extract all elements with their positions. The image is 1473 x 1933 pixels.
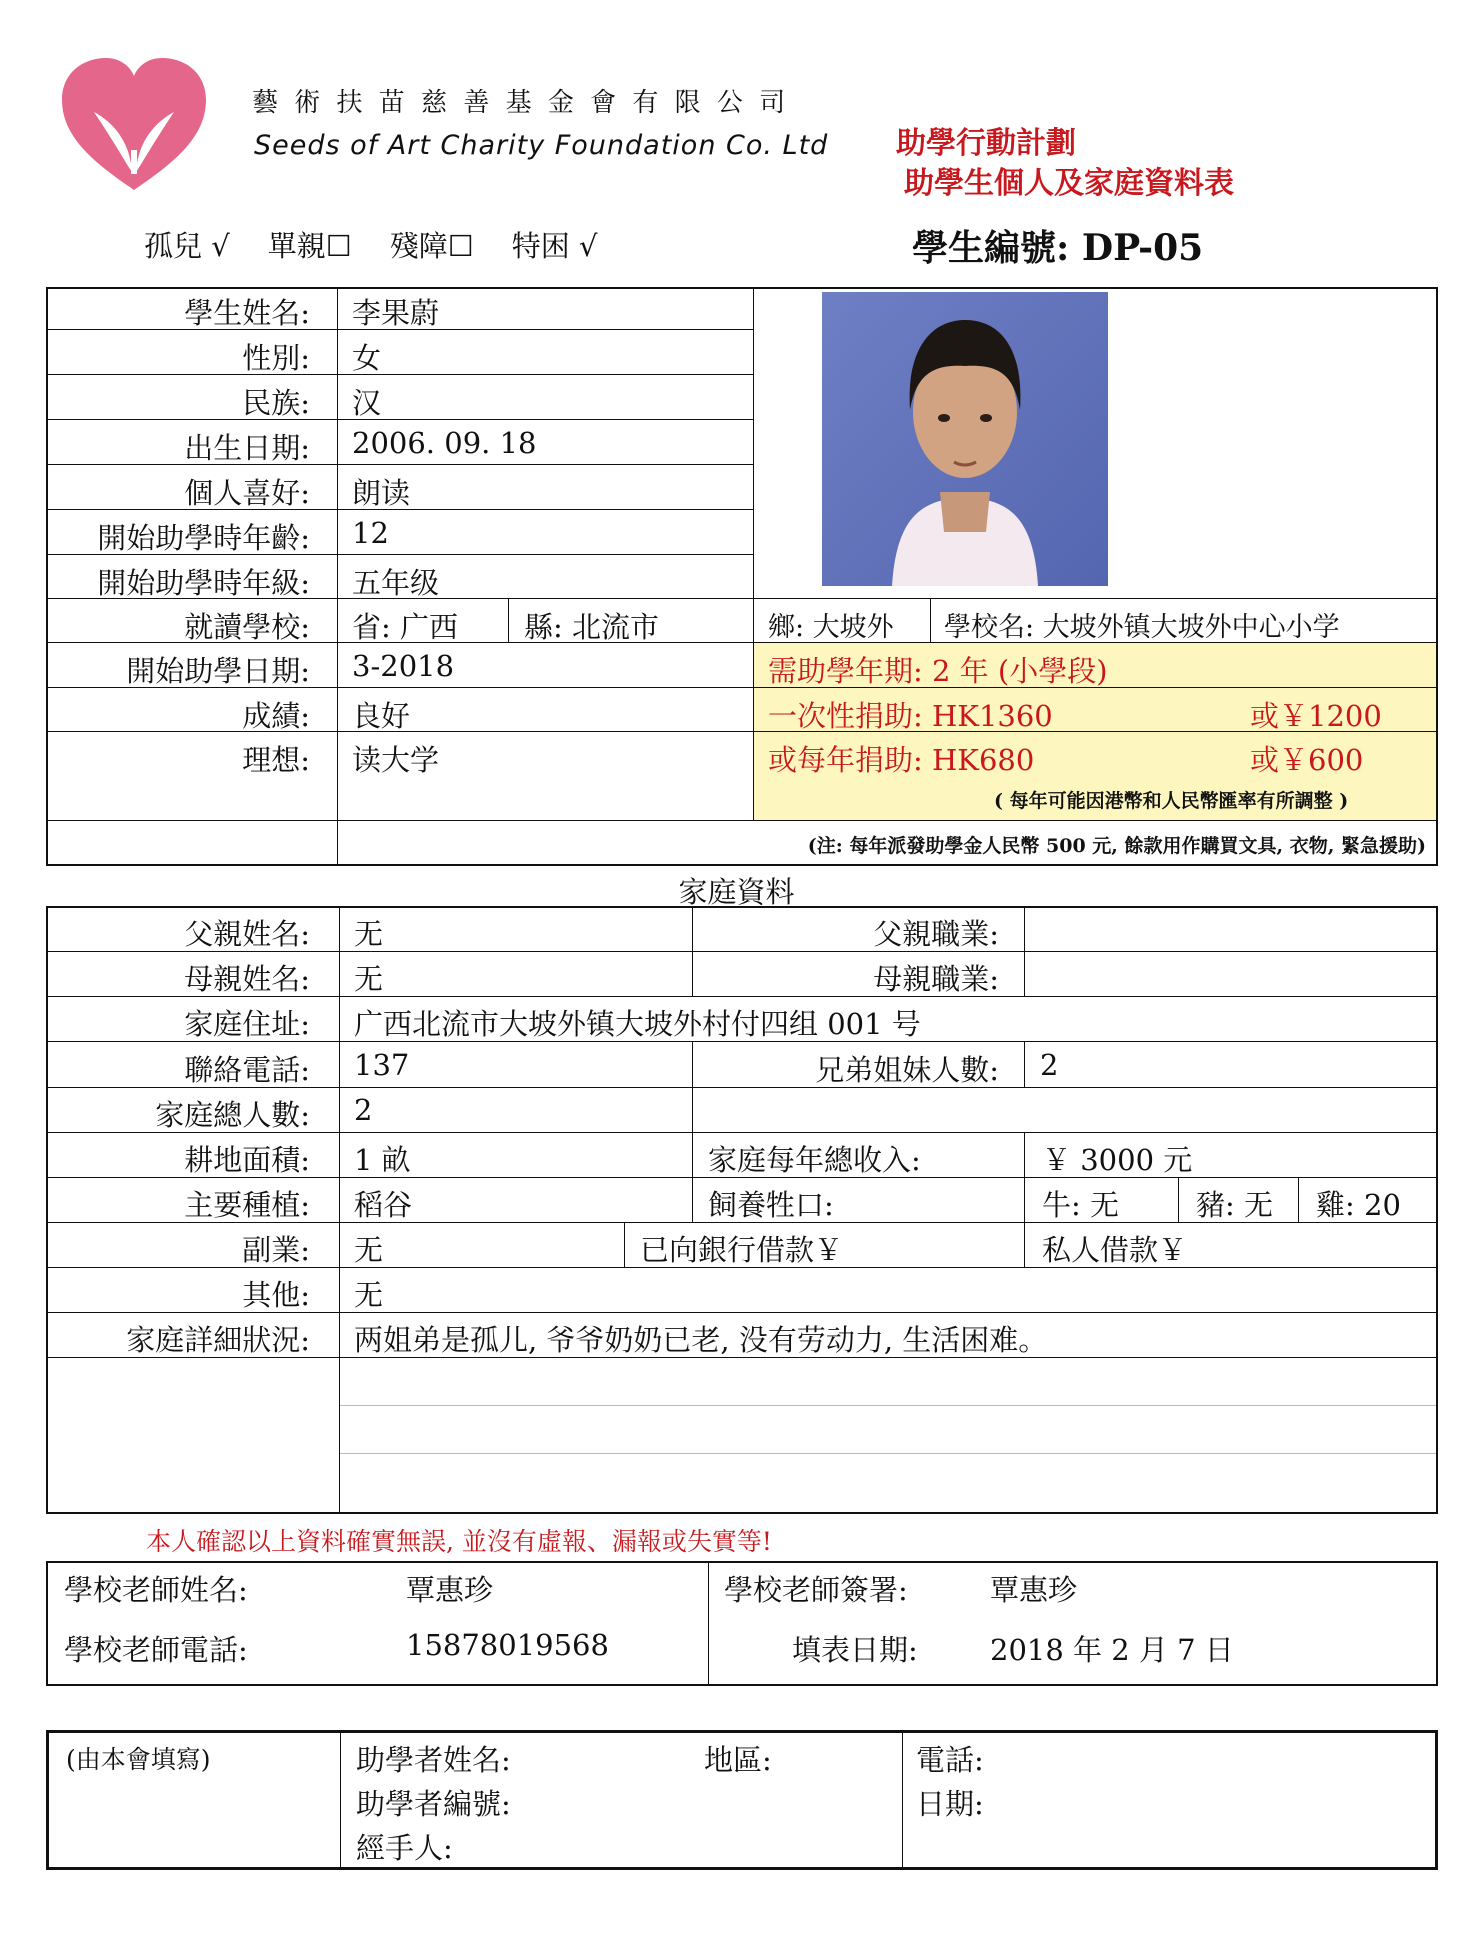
label-crops: 主要種植:: [184, 1188, 310, 1222]
county-value[interactable]: 縣: 北流市: [524, 610, 659, 644]
siblings-value[interactable]: 2: [1040, 1048, 1059, 1082]
ethnic-value[interactable]: 汉: [352, 386, 382, 420]
label-fill-date: 填表日期:: [792, 1633, 918, 1667]
ambition-value[interactable]: 读大学: [352, 743, 440, 777]
label-grades: 成績:: [242, 699, 310, 733]
start-age-value[interactable]: 12: [352, 516, 389, 550]
label-ambition: 理想:: [242, 743, 310, 777]
teacher-name-value[interactable]: 覃惠珍: [406, 1573, 494, 1607]
annual-donation-rmb: 或￥600: [1250, 743, 1364, 777]
label-family-details: 家庭詳細狀況:: [126, 1323, 310, 1357]
label-household: 家庭總人數:: [155, 1098, 310, 1132]
farmland-value[interactable]: 1 畝: [354, 1143, 411, 1177]
label-start-date: 開始助學日期:: [126, 654, 310, 688]
start-date-value[interactable]: 3-2018: [352, 649, 455, 683]
annual-donation: 或每年捐助: HK680: [768, 743, 1035, 777]
sideline-value[interactable]: 无: [354, 1233, 384, 1267]
category-orphan[interactable]: 孤兒 √: [144, 229, 230, 263]
office-filled-by: (由本會填寫): [66, 1745, 211, 1774]
family-details-value[interactable]: 两姐弟是孤儿, 爷爷奶奶已老, 没有劳动力, 生活困难。: [354, 1323, 1048, 1357]
label-school: 就讀學校:: [184, 610, 310, 644]
school-name-value[interactable]: 學校名: 大坡外镇大坡外中心小学: [944, 612, 1340, 643]
form-title-1: 助學行動計劃: [896, 126, 1076, 161]
start-grade-value[interactable]: 五年级: [352, 566, 440, 600]
teacher-sign-value[interactable]: 覃惠珍: [990, 1573, 1078, 1607]
phone-value[interactable]: 137: [354, 1048, 410, 1082]
label-teacher-sign: 學校老師簽署:: [724, 1573, 908, 1607]
label-teacher-phone: 學校老師電話:: [64, 1633, 248, 1667]
label-gender: 性別:: [242, 341, 310, 375]
crops-value[interactable]: 稻谷: [354, 1188, 413, 1222]
category-hardship[interactable]: 特困 √: [511, 229, 598, 263]
stipend-note: (注: 每年派發助學金人民幣 500 元, 餘款用作購買文具, 衣物, 緊急援助): [807, 835, 1426, 857]
label-dob: 出生日期:: [184, 431, 310, 465]
income-value[interactable]: ￥ 3000 元: [1042, 1143, 1193, 1177]
declaration: 本人確認以上資料確實無誤, 並沒有虛報、漏報或失實等!: [146, 1527, 772, 1556]
fill-date-value[interactable]: 2018 年 2 月 7 日: [990, 1633, 1234, 1667]
label-sideline: 副業:: [242, 1233, 310, 1267]
label-siblings: 兄弟姐妹人數:: [815, 1053, 999, 1087]
household-value[interactable]: 2: [354, 1093, 373, 1127]
label-teacher-name: 學校老師姓名:: [64, 1573, 248, 1607]
label-sponsor-name[interactable]: 助學者姓名:: [356, 1743, 511, 1777]
private-loan[interactable]: 私人借款￥: [1042, 1233, 1188, 1267]
label-start-grade: 開始助學時年級:: [97, 566, 310, 600]
form-title-2: 助學生個人及家庭資料表: [904, 166, 1234, 201]
label-income: 家庭每年總收入:: [708, 1143, 921, 1177]
student-name[interactable]: 李果蔚: [352, 296, 440, 330]
address-value[interactable]: 广西北流市大坡外镇大坡外村付四组 001 号: [354, 1007, 921, 1041]
label-address: 家庭住址:: [184, 1007, 310, 1041]
label-hobby: 個人喜好:: [184, 476, 310, 510]
funding-years: 需助學年期: 2 年 (小學段): [768, 654, 1108, 688]
label-father-name: 父親姓名:: [184, 917, 310, 951]
township-value[interactable]: 鄉: 大坡外: [768, 612, 894, 643]
label-mother-job: 母親職業:: [873, 962, 999, 996]
label-handler[interactable]: 經手人:: [356, 1831, 453, 1865]
org-name-cn: 藝 術 扶 苗 慈 善 基 金 會 有 限 公 司: [252, 88, 790, 118]
gender-value[interactable]: 女: [352, 341, 382, 375]
label-father-job: 父親職業:: [873, 917, 999, 951]
category-disabled[interactable]: 殘障☐: [389, 229, 474, 263]
student-no: 學生編號: DP-05: [912, 227, 1204, 269]
exchange-rate-note: ( 每年可能因港幣和人民幣匯率有所調整 ): [994, 790, 1349, 812]
father-name-value[interactable]: 无: [354, 917, 384, 951]
dob-value[interactable]: 2006. 09. 18: [352, 426, 537, 460]
label-other: 其他:: [242, 1278, 310, 1312]
label-farmland: 耕地面積:: [184, 1143, 310, 1177]
one-time-donation-rmb: 或￥1200: [1250, 699, 1382, 733]
label-mother-name: 母親姓名:: [184, 962, 310, 996]
label-region[interactable]: 地區:: [704, 1743, 772, 1777]
category-checklist: [144, 224, 597, 265]
hobby-value[interactable]: 朗读: [352, 476, 411, 510]
foundation-logo: [56, 54, 212, 194]
grades-value[interactable]: 良好: [352, 699, 411, 733]
one-time-donation: 一次性捐助: HK1360: [768, 699, 1053, 733]
family-section-header: 家庭資料: [678, 875, 795, 909]
label-start-age: 開始助學時年齡:: [97, 521, 310, 555]
label-sponsor-no[interactable]: 助學者編號:: [356, 1787, 511, 1821]
bank-loan[interactable]: 已向銀行借款￥: [640, 1233, 844, 1267]
label-ethnic: 民族:: [242, 386, 310, 420]
label-phone: 聯絡電話:: [184, 1053, 310, 1087]
cattle-value[interactable]: 牛: 无: [1042, 1188, 1119, 1222]
student-photo: [822, 292, 1108, 586]
chickens-value[interactable]: 雞: 20: [1316, 1188, 1401, 1222]
label-student-name: 學生姓名:: [184, 296, 310, 330]
label-livestock: 飼養牲口:: [708, 1188, 834, 1222]
pigs-value[interactable]: 豬: 无: [1196, 1188, 1273, 1222]
province-value[interactable]: 省: 广西: [352, 610, 458, 644]
label-office-phone[interactable]: 電話:: [916, 1743, 984, 1777]
mother-name-value[interactable]: 无: [354, 962, 384, 996]
org-name-en: Seeds of Art Charity Foundation Co. Ltd: [254, 130, 829, 161]
teacher-phone-value[interactable]: 15878019568: [406, 1628, 609, 1662]
other-value[interactable]: 无: [354, 1278, 384, 1312]
category-single-parent[interactable]: 單親☐: [267, 229, 352, 263]
label-office-date[interactable]: 日期:: [916, 1787, 984, 1821]
